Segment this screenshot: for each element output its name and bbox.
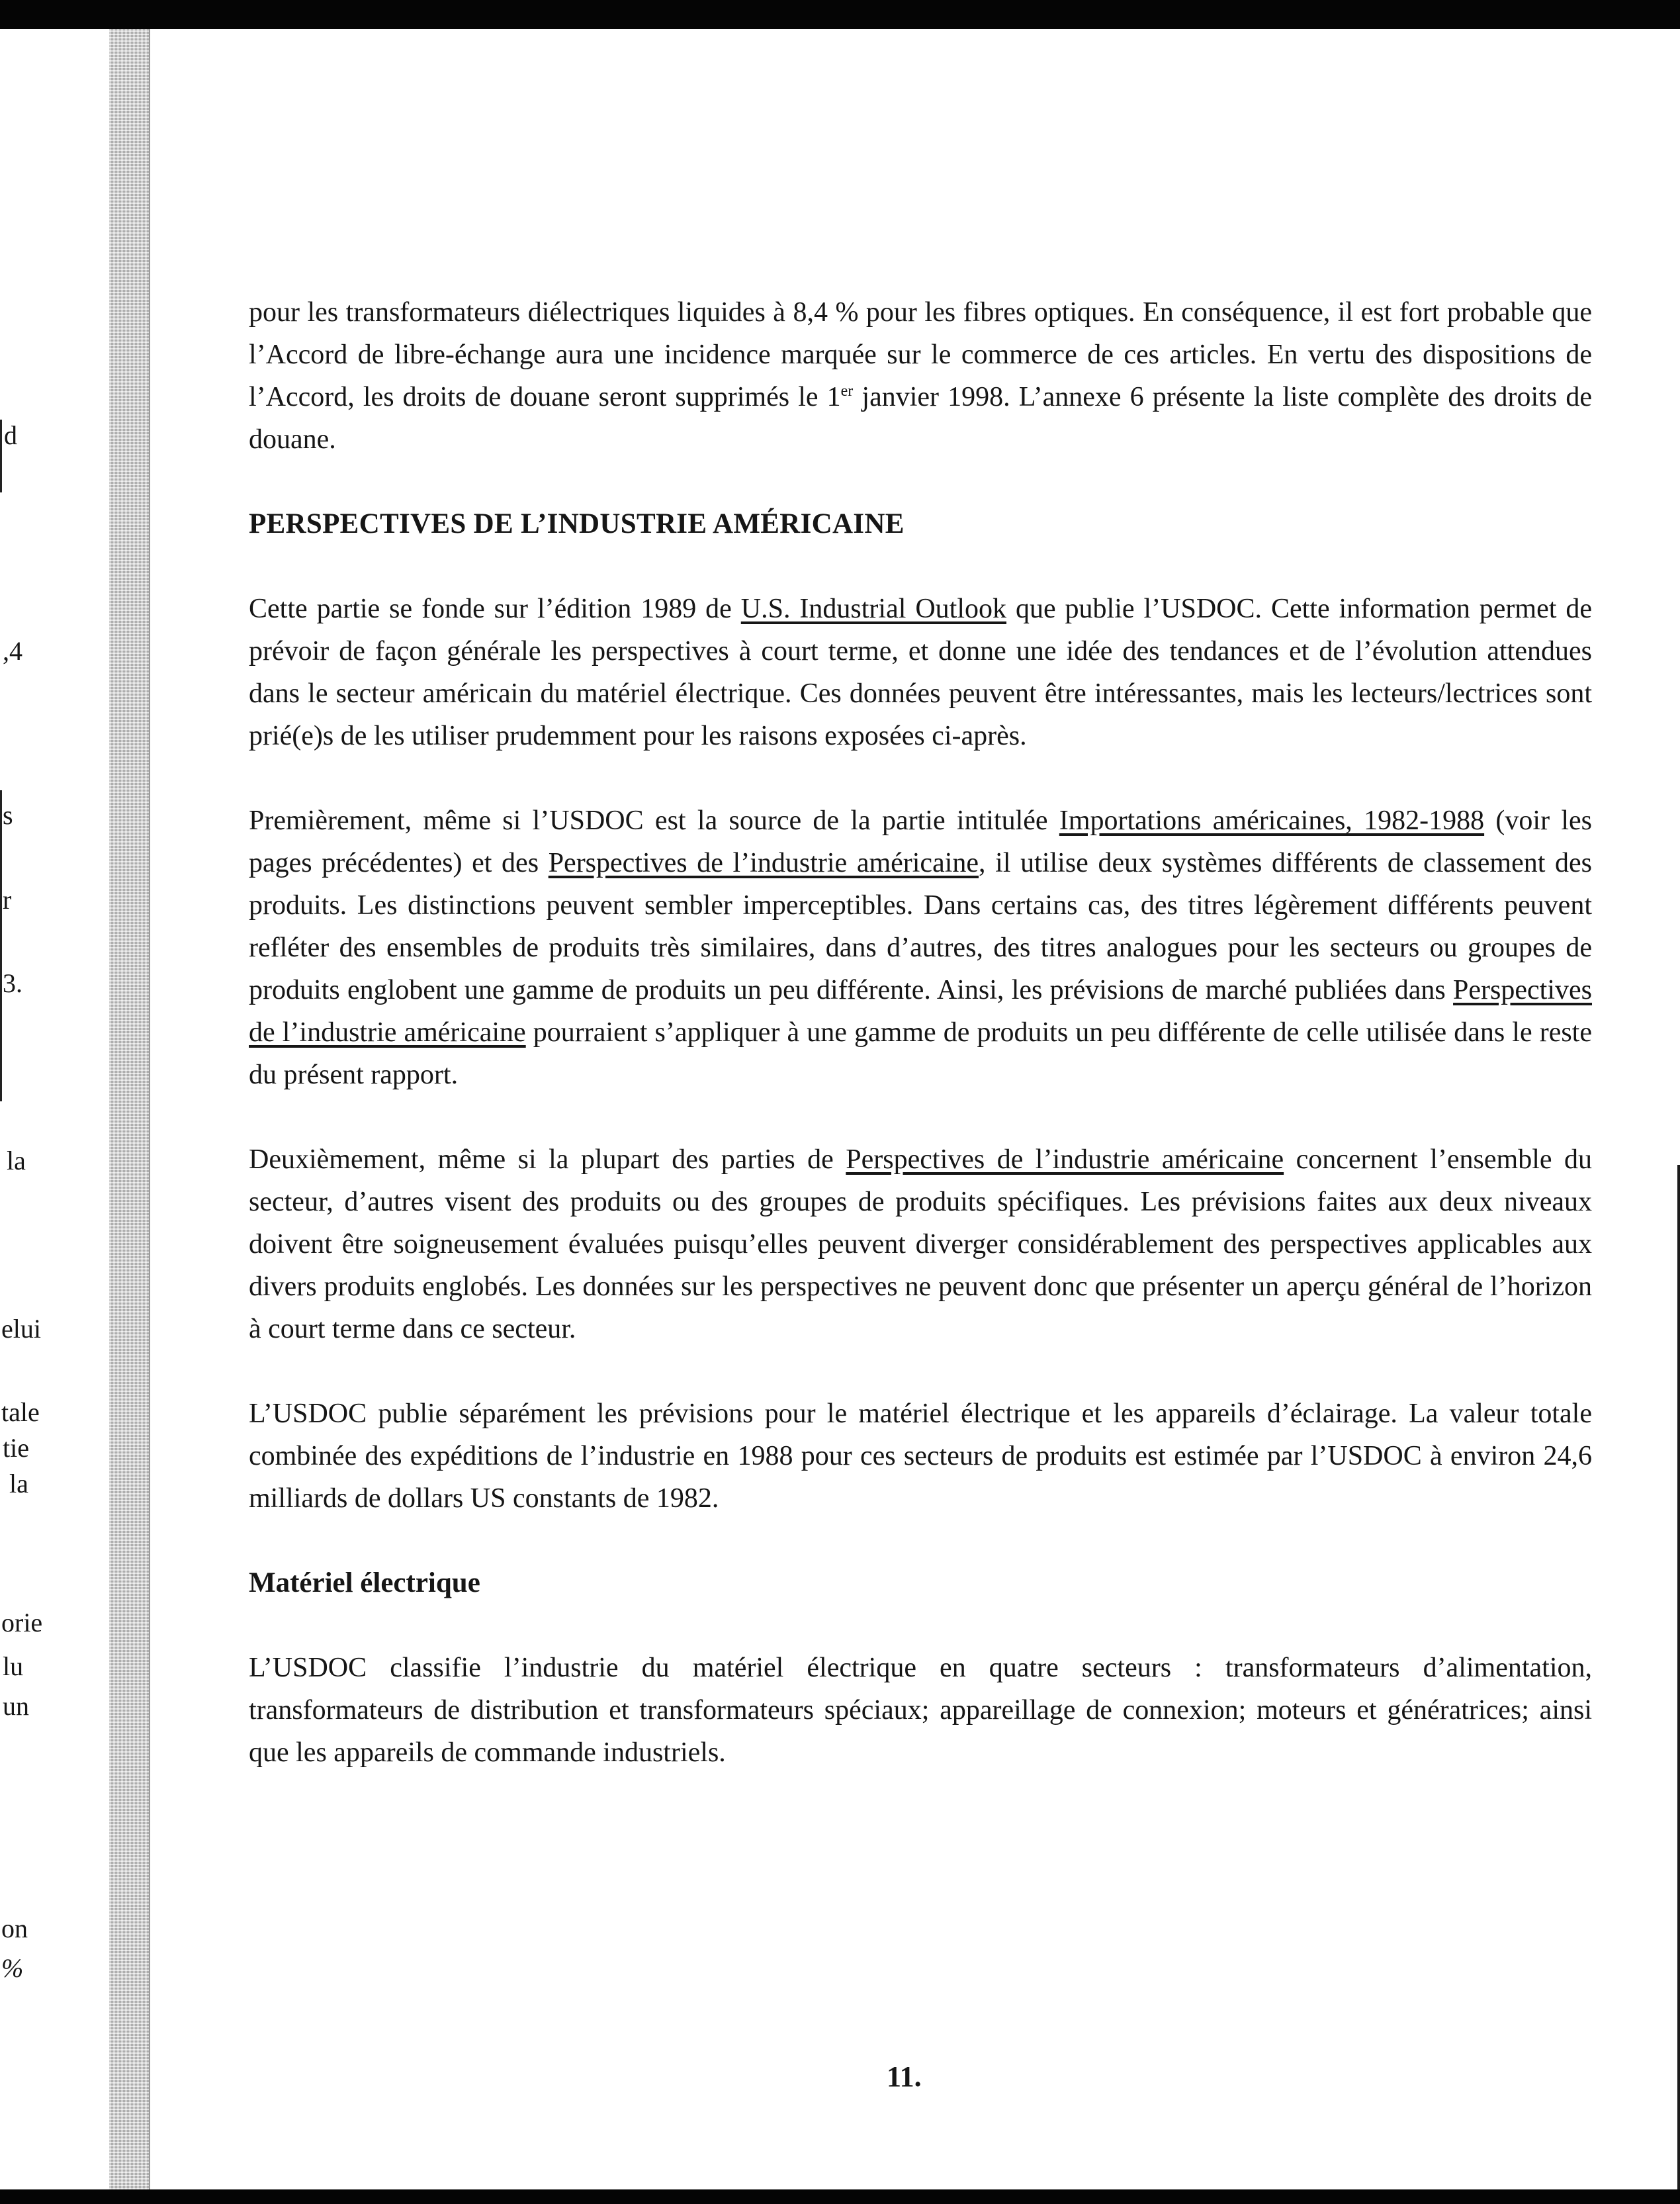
facing-page-fragment: ,4 (3, 636, 22, 666)
section-reference: Perspectives de l’industrie américaine (846, 1144, 1284, 1175)
section-reference: Perspectives de l’industrie américaine (249, 975, 1592, 1048)
facing-page-fragment: un (3, 1691, 29, 1721)
scan-frame-bottom (0, 2189, 1680, 2204)
facing-page-fragment: lu (3, 1651, 24, 1681)
subsection-heading: Matériel électrique (249, 1567, 480, 1598)
facing-page-fragment: % (1, 1953, 24, 1983)
facing-page-rule (0, 420, 2, 492)
paragraph-shipments-value: L’USDOC publie séparément les prévisions pour le matériel électrique et les appareils d’éclairage. La valeur totale combinée des expéditions de l’industrie en 1988 pour ces secteurs de produits est estimée par l’USDOC à environ 24,6 milliards de dollars US constants de 1982. (249, 1399, 1592, 1514)
facing-page-fragment: r (3, 885, 12, 915)
binding-gutter (109, 29, 150, 2189)
ordinal-superscript: er (840, 383, 854, 400)
paragraph-sectors: L’USDOC classifie l’industrie du matériel électrique en quatre secteurs : transformateurs d’alimentation, transformateurs de distribution et transformateurs spéciaux; appareillage de connexion; moteurs et génératrices; ainsi que les appareils de commande industriels. (249, 1653, 1592, 1768)
publication-title: U.S. Industrial Outlook (740, 594, 1006, 624)
facing-page-fragment: 3. (3, 968, 22, 998)
page-number: 11. (887, 2060, 922, 2093)
facing-page-fragment: on (1, 1913, 28, 1943)
page-body (249, 291, 1592, 1774)
facing-page-edge (0, 29, 109, 2189)
facing-page-fragment: la (9, 1469, 28, 1498)
facing-page-fragment: orie (1, 1608, 43, 1637)
facing-page-fragment: s (3, 800, 13, 830)
page-edge-shadow (1677, 1165, 1680, 2189)
facing-page-fragment: tale (1, 1397, 40, 1427)
paragraph-first-caveat: Premièrement, même si l’USDOC est la source de la partie intitulée Importations américaines, 1982-1988 (voir les pages précédentes) et des Perspectives de l’industrie américaine, il utilise deux systèmes différents de classement des produits. Les distinctions peuvent sembler imperceptibles. Dans certains cas, des titres légèrement différents peuvent refléter des ensembles de produits très similaires, dans d’autres, des titres analogues pour les secteurs ou groupes de produits englobent une gamme de produits un peu différente. Ainsi, les prévisions de marché publiées dans Perspectives de l’industrie américaine pourraient s’appliquer à une gamme de produits un peu différente de celle utilisée dans le reste du présent rapport. (249, 805, 1593, 1090)
paragraph-tariffs: pour les transformateurs diélectriques liquides à 8,4 % pour les fibres optiques. En conséquence, il est fort probable que l’Accord de libre-échange aura une incidence marquée sur le commerce de ces articles. En vertu des dispositions de l’Accord, les droits de douane seront supprimés le 1er janvier 1998. L’annexe 6 présente la liste complète des droits de douane. (249, 297, 1592, 455)
facing-page-fragment: la (7, 1146, 26, 1175)
facing-page-rule (0, 790, 2, 1101)
scan-frame-top (0, 0, 1680, 29)
paragraph-second-caveat: Deuxièmement, même si la plupart des parties de Perspectives de l’industrie américaine concernent l’ensemble du secteur, d’autres visent des produits ou des groupes de produits spécifiques. Les prévisions faites aux deux niveaux doivent être soigneusement évaluées puisqu’elles peuvent diverger considérablement des perspectives applicables aux divers produits englobés. Les données sur les perspectives ne peuvent donc que présenter un aperçu général de l’horizon à court terme dans ce secteur. (249, 1144, 1592, 1344)
facing-page-fragment: tie (3, 1433, 29, 1463)
facing-page-fragment: d (4, 420, 17, 450)
section-heading: PERSPECTIVES DE L’INDUSTRIE AMÉRICAINE (249, 508, 905, 539)
facing-page-fragment: elui (1, 1314, 41, 1344)
paragraph-outlook-source: Cette partie se fonde sur l’édition 1989 de U.S. Industrial Outlook que publie l’USDOC. Cette information permet de prévoir de façon générale les perspectives à court terme, et donne une idée des tendances et de l’évolution attendues dans le secteur américain du matériel électrique. Ces données peuvent être intéressantes, mais les lecteurs/lectrices sont prié(e)s de les utiliser prudemment pour les raisons exposées ci-après. (249, 594, 1592, 751)
section-reference: Importations américaines, 1982-1988 (1059, 805, 1485, 836)
section-reference: Perspectives de l’industrie américaine (548, 848, 979, 878)
